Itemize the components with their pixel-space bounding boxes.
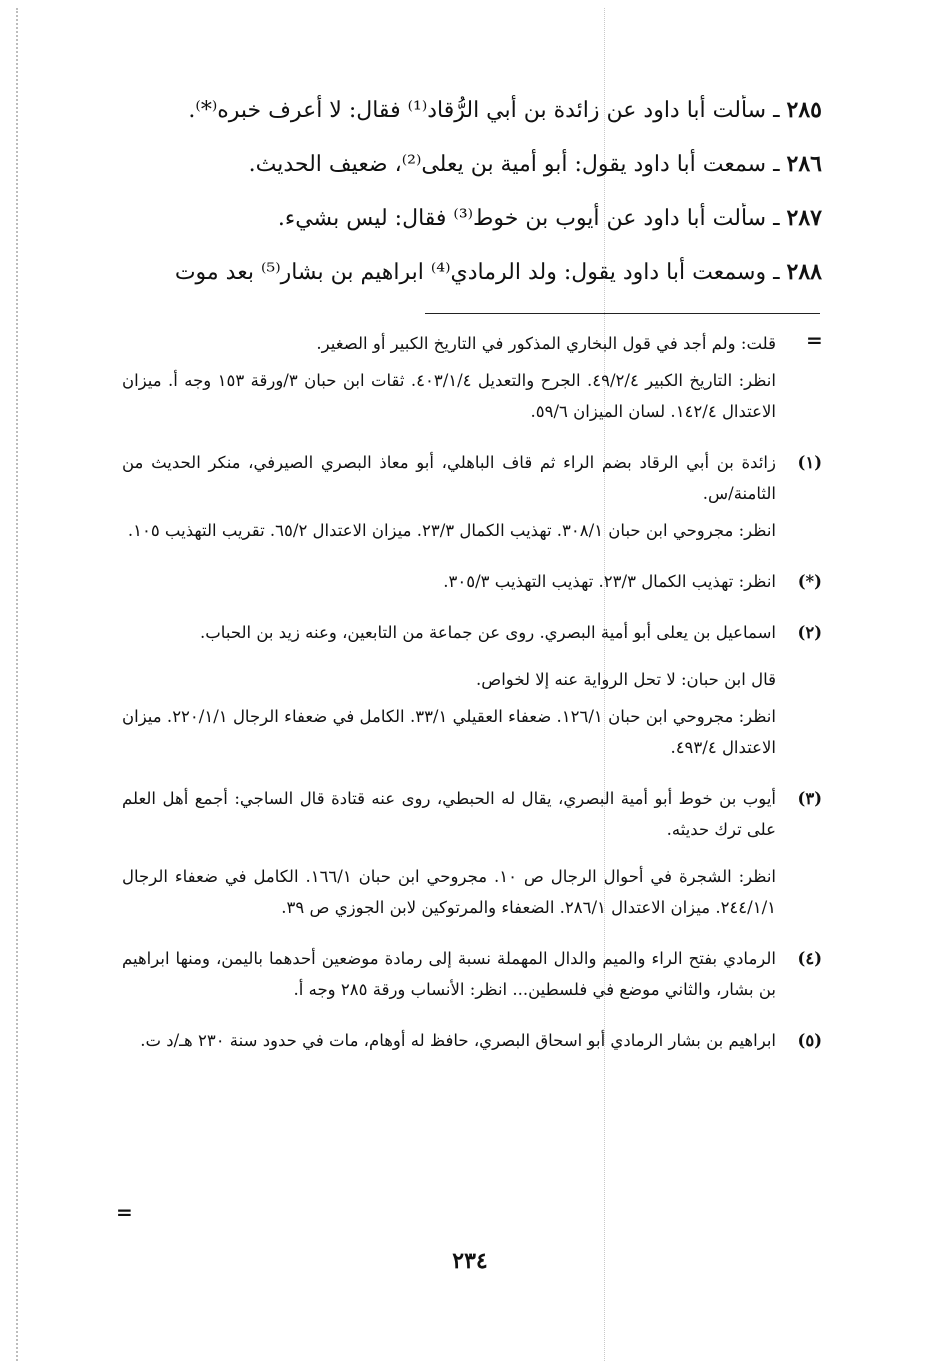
footnote-3 bbox=[122, 783, 822, 929]
footnote-text: الرمادي بفتح الراء والميم والدال المهملة نسبة إلى رمادة موضعين أحدهما باليمن، ومنها ابراهيم بن بشار، والثاني موضع في فلسطين... انظر: الأنساب ورقة ٢٨٥ وجه أ. bbox=[122, 949, 776, 999]
footnote-5 bbox=[122, 1025, 822, 1062]
margin-guide-line bbox=[16, 8, 18, 1361]
footnote-marker: (٢) bbox=[797, 623, 822, 642]
entry-text: ـ سمعت أبا داود يقول: أبو أمية بن يعلى⁽²⁾، ضعيف الحديث. bbox=[248, 152, 780, 177]
footnote-4 bbox=[122, 943, 822, 1011]
entry-287 bbox=[132, 203, 822, 234]
entry-text: ـ سألت أبا داود عن أيوب بن خوط⁽³⁾ فقال: ليس بشيء. bbox=[277, 206, 780, 231]
footnote-reference: انظر: مجروحي ابن حبان ٣٠٨/١. تهذيب الكمال ٢٣/٣. ميزان الاعتدال ٦٥/٢. تقريب التهذيب ١٠٥. bbox=[127, 521, 776, 540]
footnote-marker: (٣) bbox=[797, 789, 822, 808]
footnote-text: قلت: ولم أجد في قول البخاري المذكور في التاريخ الكبير أو الصغير. bbox=[316, 334, 776, 353]
continuation-mark-bottom: = bbox=[116, 1200, 133, 1224]
entry-285 bbox=[132, 95, 822, 126]
footnote-reference: انظر: تهذيب الكمال ٢٣/٣. تهذيب التهذيب ٣٠٥/٣. bbox=[443, 572, 776, 591]
entry-number: ٢٨٥ bbox=[786, 97, 822, 123]
footnote-marker: (٥) bbox=[797, 1031, 822, 1050]
footnote-marker: (٤) bbox=[797, 949, 822, 968]
footnote-text: اسماعيل بن يعلى أبو أمية البصري. روى عن جماعة من التابعين، وعنه زيد بن الحباب. bbox=[200, 623, 776, 642]
entry-text: ـ وسمعت أبا داود يقول: ولد الرمادي⁽⁴⁾ ابراهيم بن بشار⁽⁵⁾ بعد موت bbox=[174, 260, 780, 285]
page-number: ٢٣٤ bbox=[452, 1248, 488, 1274]
main-text bbox=[132, 95, 822, 311]
continuation-mark-top: = bbox=[806, 328, 823, 352]
footnote-quote: قال ابن حبان: لا تحل الرواية عنه إلا لخواص. bbox=[476, 670, 776, 689]
entry-text: ـ سألت أبا داود عن زائدة بن أبي الرُّقاد⁽¹⁾ فقال: لا أعرف خبره⁽*⁾. bbox=[188, 98, 780, 123]
footnote-reference: انظر: التاريخ الكبير ٤٩/٢/٤. الجرح والتعديل ٤٠٣/١/٤. ثقات ابن حبان ٣/ورقة ١٥٣ وجه أ. ميزان الاعتدال ١٤٢/٤. لسان الميزان ٥٩/٦. bbox=[122, 371, 776, 421]
footnote-marker: (*) bbox=[797, 572, 822, 591]
footnote-text: أيوب بن خوط أبو أمية البصري، يقال له الحبطي، روى عنه قتادة قال الساجي: أجمع أهل العلم على ترك حديثه. bbox=[122, 789, 776, 839]
entry-number: ٢٨٦ bbox=[786, 151, 822, 177]
footnote-marker bbox=[776, 328, 822, 433]
footnote-text: زائدة بن أبي الرقاد بضم الراء ثم قاف الباهلي، أبو معاذ البصري الصيرفي، منكر الحديث من الثامنة/س. bbox=[122, 453, 776, 503]
entry-288 bbox=[132, 257, 822, 288]
entry-number: ٢٨٨ bbox=[786, 259, 822, 285]
footnote-reference: انظر: الشجرة في أحوال الرجال ص ١٠. مجروحي ابن حبان ١٦٦/١. الكامل في ضعفاء الرجال ٢٤٤/١/١. ميزان الاعتدال ٢٨٦/١. الضعفاء والمرتوكين لابن الجوزي ص ٣٩. bbox=[122, 867, 777, 917]
footnote-1 bbox=[122, 447, 822, 552]
entry-286 bbox=[132, 149, 822, 180]
footnote-marker: (١) bbox=[797, 453, 822, 472]
footnote-star bbox=[122, 566, 822, 603]
footnote-separator bbox=[425, 313, 820, 314]
footnote-2 bbox=[122, 617, 822, 769]
footnote-text: ابراهيم بن بشار الرمادي أبو اسحاق البصري، حافظ له أوهام، مات في حدود سنة ٢٣٠ هـ/د ت. bbox=[140, 1031, 776, 1050]
footnotes bbox=[122, 328, 822, 1076]
footnote-continued bbox=[122, 328, 822, 433]
entry-number: ٢٨٧ bbox=[786, 205, 822, 231]
footnote-reference: انظر: مجروحي ابن حبان ١٢٦/١. ضعفاء العقيلي ٣٣/١. الكامل في ضعفاء الرجال ٢٢٠/١/١. ميزان الاعتدال ٤٩٣/٤. bbox=[122, 707, 776, 757]
